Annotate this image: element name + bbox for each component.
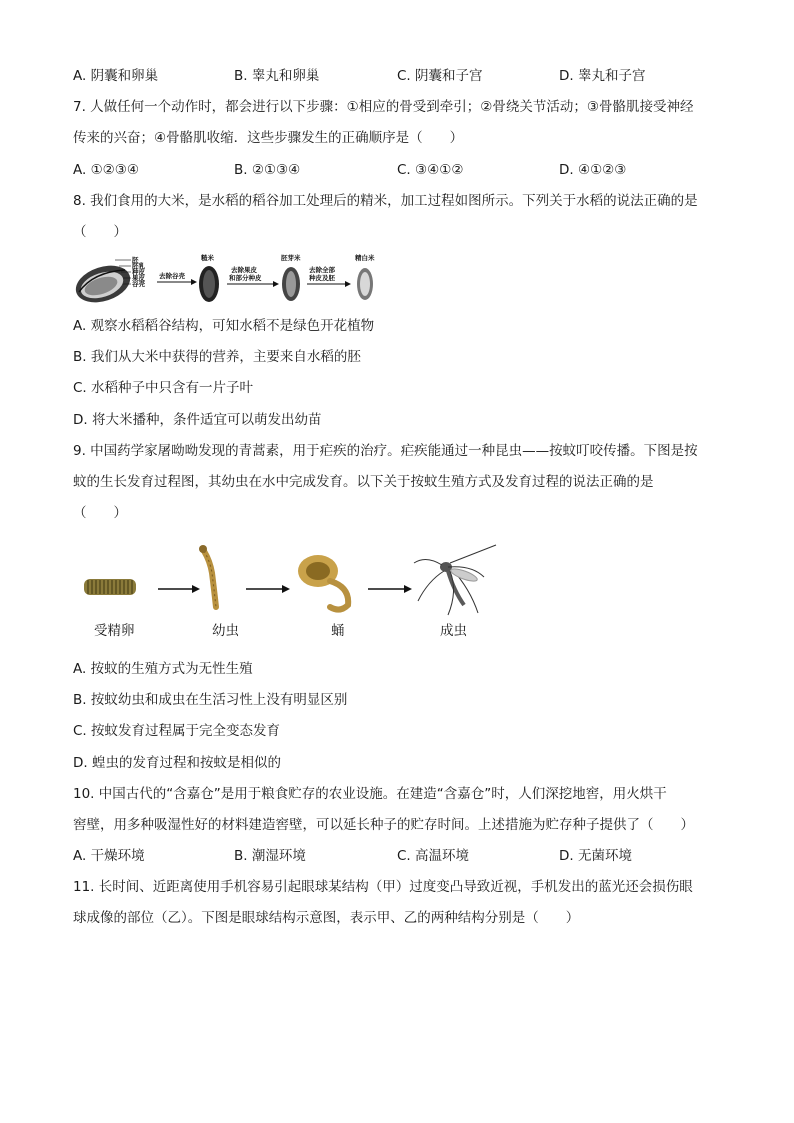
lifecycle-label-pupa: 蛹 <box>331 623 345 639</box>
q7-option-c[interactable]: C. ③④①② <box>397 162 464 178</box>
q8-option-c[interactable]: C. 水稻种子中只含有一片子叶 <box>73 380 254 396</box>
lifecycle-label-larva: 幼虫 <box>212 623 239 639</box>
egg-raft-image <box>84 579 136 595</box>
q8-option-d[interactable]: D. 将大米播种，条件适宜可以萌发出幼苗 <box>73 412 322 428</box>
step-label: 种皮及胚 <box>309 274 335 282</box>
q7-stem-line2: 传来的兴奋；④骨骼肌收缩．这些步骤发生的正确顺序是（ ） <box>73 130 464 146</box>
q6-option-b[interactable]: B. 睾丸和卵巢 <box>234 68 320 84</box>
q8-option-b[interactable]: B. 我们从大米中获得的营养，主要来自水稻的胚 <box>73 349 361 365</box>
q8-stem-line1: 8. 我们食用的大米，是水稻的稻谷加工处理后的精米，加工过程如图所示。下列关于水稻的说法正确的是 <box>73 193 698 209</box>
stage-label: 精白米 <box>355 254 375 262</box>
q6-option-d[interactable]: D. 睾丸和子宫 <box>559 68 646 84</box>
step-label: 和部分种皮 <box>229 274 262 282</box>
q11-stem-line2: 球成像的部位（乙）。下图是眼球结构示意图，表示甲、乙的两种结构分别是（ ） <box>73 910 580 926</box>
q6-option-c[interactable]: C. 阴囊和子宫 <box>397 68 483 84</box>
q7-option-a[interactable]: A. ①②③④ <box>73 162 139 178</box>
seed-part-label: 谷壳 <box>132 280 145 288</box>
q9-option-d[interactable]: D. 蝗虫的发育过程和按蚊是相似的 <box>73 755 281 771</box>
lifecycle-label-adult: 成虫 <box>440 623 467 639</box>
q9-option-c[interactable]: C. 按蚊发育过程属于完全变态发育 <box>73 723 281 739</box>
seed-part-label: 胚乳 <box>132 262 145 270</box>
stage-label: 糙米 <box>201 254 214 262</box>
rice-processing-figure <box>73 252 383 308</box>
step-label: 去除谷壳 <box>159 272 185 280</box>
q6-option-a[interactable]: A. 阴囊和卵巢 <box>73 68 159 84</box>
stage-label: 胚芽米 <box>281 254 301 262</box>
q10-option-a[interactable]: A. 干燥环境 <box>73 848 145 864</box>
seed-part-label: 果皮 <box>132 274 145 282</box>
q10-stem-line1: 10. 中国古代的“含嘉仓”是用于粮食贮存的农业设施。在建造“含嘉仓”时，人们深挖地窖，用火烘干 <box>73 786 667 802</box>
q10-option-b[interactable]: B. 潮湿环境 <box>234 848 306 864</box>
q9-option-b[interactable]: B. 按蚊幼虫和成虫在生活习性上没有明显区别 <box>73 692 348 708</box>
step-label: 去除果皮 <box>231 266 257 274</box>
q9-stem-line1: 9. 中国药学家屠呦呦发现的青蒿素，用于疟疾的治疗。疟疾能通过一种昆虫——按蚊叮咬传播。下图是按 <box>73 443 698 459</box>
adult-mosquito-image <box>414 545 496 615</box>
q7-option-d[interactable]: D. ④①②③ <box>559 162 627 178</box>
q10-stem-line2: 窖壁，用多种吸湿性好的材料建造窖壁，可以延长种子的贮存时间。上述措施为贮存种子提供了（ ） <box>73 817 694 833</box>
q7-option-b[interactable]: B. ②①③④ <box>234 162 301 178</box>
q8-option-a[interactable]: A. 观察水稻稻谷结构，可知水稻不是绿色开花植物 <box>73 318 375 334</box>
mosquito-lifecycle-figure <box>78 541 498 616</box>
q8-stem-line2: （ ） <box>73 224 127 240</box>
q10-option-d[interactable]: D. 无菌环境 <box>559 848 632 864</box>
q9-stem-line2: 蚊的生长发育过程图，其幼虫在水中完成发育。以下关于按蚊生殖方式及发育过程的说法正确的是 <box>73 474 654 490</box>
pupa-image <box>298 555 348 610</box>
rice-grain-whole-image <box>73 259 135 308</box>
seed-part-label: 种皮 <box>132 268 145 276</box>
q7-stem-line1: 7. 人做任何一个动作时，都会进行以下步骤：①相应的骨受到牵引；②骨绕关节活动；③骨骼肌接受神经 <box>73 99 694 115</box>
seed-part-label: 胚 <box>132 256 139 264</box>
q9-option-a[interactable]: A. 按蚊的生殖方式为无性生殖 <box>73 661 253 677</box>
larva-image <box>199 545 216 607</box>
q10-option-c[interactable]: C. 高温环境 <box>397 848 470 864</box>
q9-stem-line3: （ ） <box>73 505 127 521</box>
lifecycle-label-egg: 受精卵 <box>94 623 135 639</box>
q11-stem-line1: 11. 长时间、近距离使用手机容易引起眼球某结构（甲）过度变凸导致近视，手机发出的蓝光还会损伤眼 <box>73 879 693 895</box>
step-label: 去除全部 <box>309 266 335 274</box>
